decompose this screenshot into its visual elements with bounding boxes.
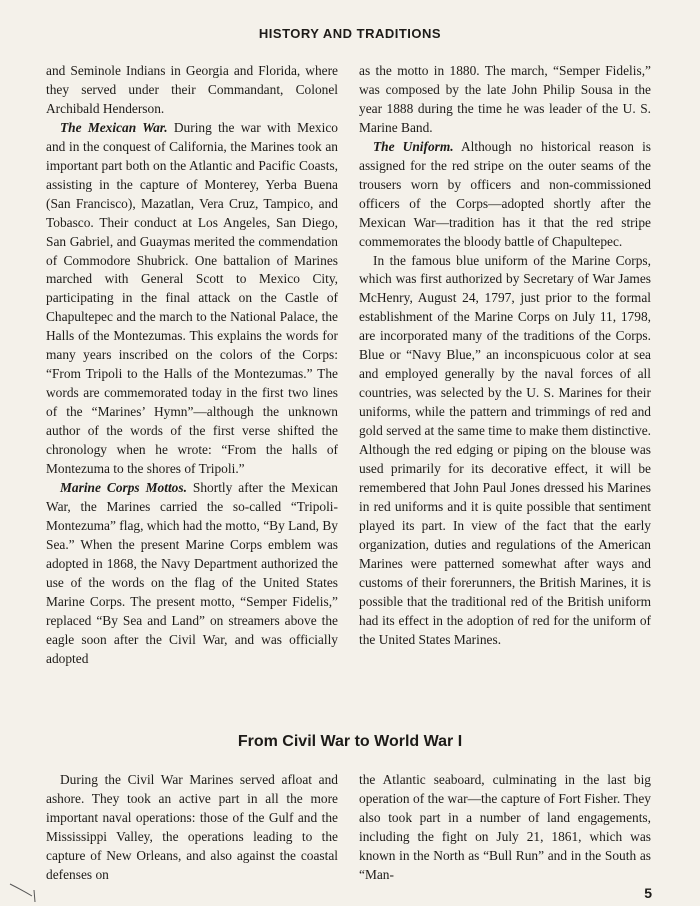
top-columns xyxy=(46,62,651,669)
bottom-left-column xyxy=(46,771,338,885)
paragraph-seminole: and Seminole Indians in Georgia and Florida, where they served under their Commandant, Colonel Archibald Henderson. xyxy=(46,63,338,116)
paragraph-uniform xyxy=(359,138,651,252)
paragraph-motto-continued: as the motto in 1880. The march, “Semper Fidelis,” was composed by the late John Philip Sousa in the year 1888 during the time he was leader of the U. S. Marine Band. xyxy=(359,63,651,135)
left-column xyxy=(46,62,338,669)
run-in-heading-mottos: Marine Corps Mottos. xyxy=(60,479,187,495)
bottom-columns xyxy=(46,771,651,885)
run-in-heading-mexican-war: The Mexican War. xyxy=(60,119,168,135)
paragraph-civil-war-continued: the Atlantic seaboard, culminating in the last big operation of the war—the capture of Fort Fisher. They also took part in a number of land engagements, including the fight on July 21, 1861, which was known in the North as “Bull Run” and in the South as “Man- xyxy=(359,772,651,882)
paragraph-uniform-text: Although no historical reason is assigned for the red stripe on the outer seams of the trousers worn by officers and non-commissioned officers of the Corps—adopted shortly after the Mexican War—tradition has it that the red stripe commemorates the bloody battle of Chapultepec. xyxy=(359,138,651,249)
paragraph-blue-uniform: In the famous blue uniform of the Marine Corps, which was first authorized by Secretary of War James McHenry, August 24, 1797, just prior to the formal establishment of the Marine Corps on July 11, 1798, are incorporated many of the traditions of the Corps. Blue or “Navy Blue,” an inconspicuous color at sea and employed generally by the naval forces of all countries, was selected by the U. S. Marines for their uniforms, while the pattern and trimmings of red and gold served at the same time to make them distinctive. Although the red edging or piping on the blouse was used primarily for its decorative effect, it will be remembered that John Paul Jones dressed his Marines in red uniforms and it is quite possible that sentiment played its part. In view of the fact that the early organization, duties and regulations of the American Marines were patterned somewhat after ways and customs of their forerunners, the British Marines, it is possible that the traditional red of the British uniform had its effect in the adoption of red for the uniform of the United States Marines. xyxy=(359,252,651,647)
run-in-heading-uniform: The Uniform. xyxy=(373,138,454,154)
bottom-right-column xyxy=(359,771,651,885)
paragraph-mottos xyxy=(46,479,338,669)
right-column xyxy=(359,62,651,669)
paragraph-mottos-text: Shortly after the Mexican War, the Marines carried the so-called “Tripoli-Montezuma” flag, which had the motto, “By Land, By Sea.” When the present Marine Corps emblem was adopted in 1868, the Navy Department authorized the use of the words on the flag of the United States Marine Corps. The present motto, “Semper Fidelis,” replaced “By Sea and Land” on streamers above the eagle soon after the Civil War, and was officially adopted xyxy=(46,479,338,666)
section-heading: From Civil War to World War I xyxy=(237,733,463,750)
page-number: 5 xyxy=(644,885,652,901)
running-head: HISTORY AND TRADITIONS xyxy=(258,26,442,41)
paragraph-mexican-war-text: During the war with Mexico and in the conquest of California, the Marines took an important part both on the Atlantic and Pacific Coasts, assisting in the capture of Monterey, Yerba Buena (San Francisco), Mazatlan, Vera Cruz, Tampico, and Tobasco. Their conduct at Los Angeles, San Diego, San Gabriel, and Guaymas merited the commendation of Commodore Shubrick. One battalion of Marines marched with General Scott to Mexico City, participating in the final attack on the Castle of Chapultepec and the march to the National Palace, the Halls of the Montezumas. This explains the words for many years inscribed on the colors of the Corps: “From Tripoli to the Halls of the Montezumas.” The words are commemorated today in the first two lines of the “Marines’ Hymn”—although the unknown author of the words of the first verse shifted the chronology when he wrote: “From the halls of Montezuma to the shores of Tripoli.” xyxy=(46,119,338,477)
paragraph-civil-war: During the Civil War Marines served afloat and ashore. They took an active part in all the more important naval operations: those of the Gulf and the Mississippi Valley, the operations leading to the capture of New Orleans, and also against the coastal defenses on xyxy=(46,772,338,882)
paragraph-mexican-war xyxy=(46,119,338,479)
pencil-mark-icon xyxy=(8,880,38,904)
